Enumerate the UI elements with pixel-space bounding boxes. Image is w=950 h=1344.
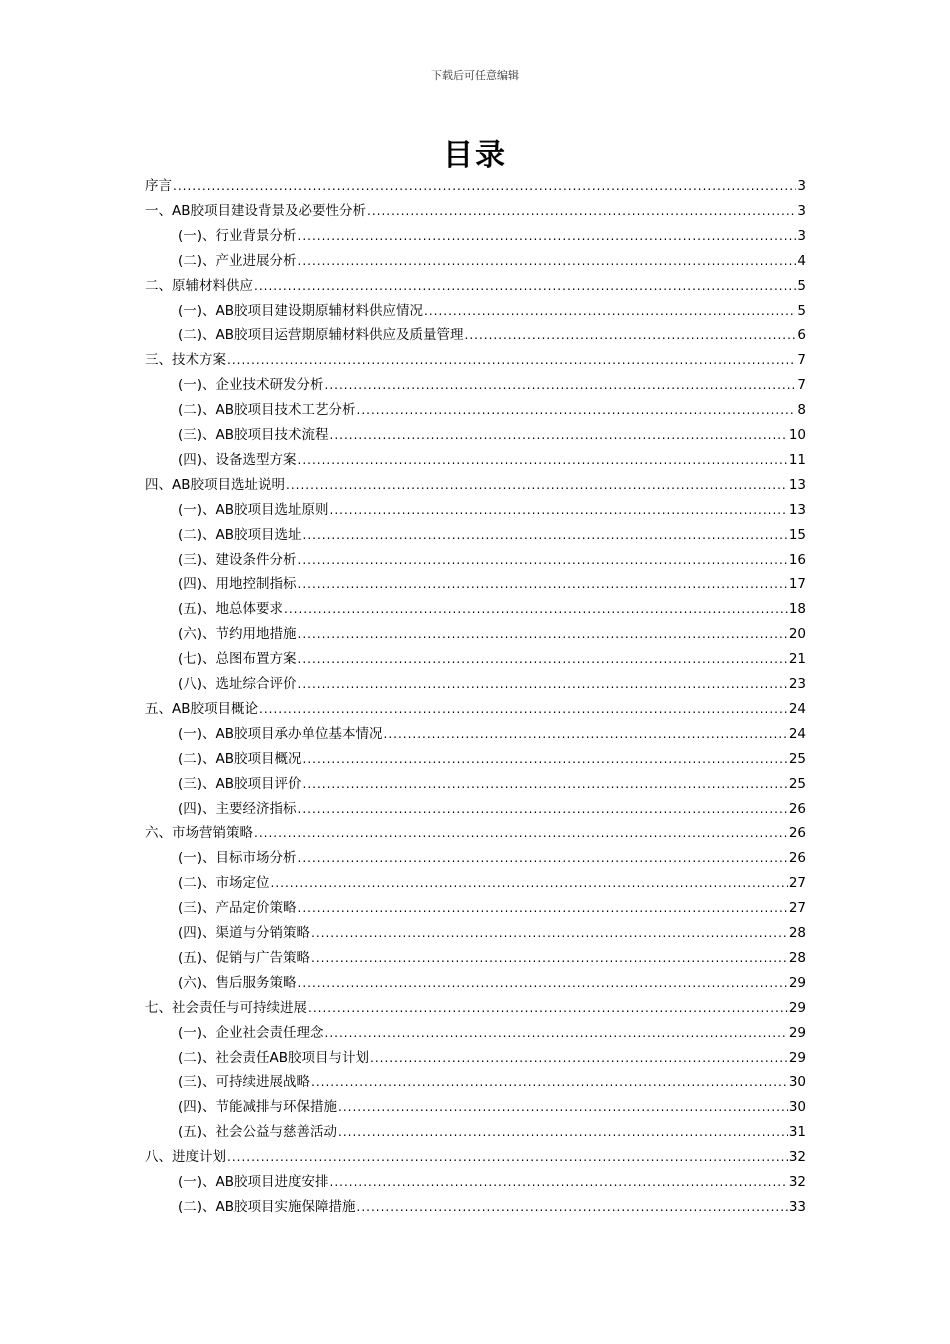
toc-leader-dots bbox=[384, 723, 788, 745]
toc-entry-title: 一、AB胶项目建设背景及必要性分析 bbox=[145, 202, 366, 219]
toc-entry-section[interactable] bbox=[178, 1071, 806, 1093]
toc-leader-dots bbox=[370, 1047, 788, 1069]
toc-entry-title: (六)、售后服务策略 bbox=[178, 974, 297, 991]
toc-entry-section[interactable] bbox=[178, 623, 806, 645]
toc-page-number: 28 bbox=[788, 949, 806, 966]
toc-page-number: 25 bbox=[788, 750, 806, 767]
header-note: 下载后可任意编辑 bbox=[431, 69, 519, 82]
toc-leader-dots bbox=[298, 972, 788, 994]
toc-entry-section[interactable] bbox=[178, 947, 806, 969]
toc-page-number: 29 bbox=[788, 1049, 806, 1066]
toc-leader-dots bbox=[325, 374, 797, 396]
toc-leader-dots bbox=[298, 225, 797, 247]
toc-leader-dots bbox=[298, 623, 788, 645]
toc-entry-section[interactable] bbox=[178, 723, 806, 745]
toc-page-number: 4 bbox=[797, 252, 806, 269]
toc-leader-dots bbox=[357, 1196, 788, 1218]
toc-entry-section[interactable] bbox=[178, 324, 806, 346]
toc-entry-title: (八)、选址综合评价 bbox=[178, 676, 297, 692]
toc-leader-dots bbox=[298, 250, 797, 272]
toc-entry-title: 四、AB胶项目选址说明 bbox=[145, 476, 285, 493]
toc-page-number: 5 bbox=[797, 277, 806, 294]
toc-leader-dots bbox=[298, 573, 788, 595]
toc-entry-section[interactable] bbox=[178, 374, 806, 396]
toc-entry-section[interactable] bbox=[178, 798, 806, 820]
toc-entry-title: (一)、目标市场分析 bbox=[178, 850, 297, 867]
toc-leader-dots bbox=[298, 449, 788, 471]
toc-entry-title: (四)、节能减排与环保措施 bbox=[178, 1099, 338, 1116]
toc-leader-dots bbox=[298, 549, 788, 571]
toc-entry-chapter[interactable] bbox=[145, 275, 806, 297]
toc-entry-title: (二)、市场定位 bbox=[178, 875, 270, 892]
toc-entry-title: 五、AB胶项目概论 bbox=[145, 700, 258, 717]
toc-entry-section[interactable] bbox=[178, 399, 806, 421]
toc-page-number: 30 bbox=[788, 1074, 806, 1091]
toc-entry-section[interactable] bbox=[178, 648, 806, 670]
toc-leader-dots bbox=[303, 773, 788, 795]
toc-page-number: 30 bbox=[788, 1099, 806, 1116]
toc-entry-title: (一)、AB胶项目选址原则 bbox=[178, 501, 329, 518]
toc-entry-section[interactable] bbox=[178, 673, 806, 695]
toc-entry-title: (五)、促销与广告策略 bbox=[178, 949, 311, 966]
toc-entry-section[interactable] bbox=[178, 524, 806, 546]
toc-entry-title: (一)、AB胶项目承办单位基本情况 bbox=[178, 725, 383, 742]
toc-leader-dots bbox=[308, 997, 788, 1019]
toc-page-number: 3 bbox=[797, 202, 806, 219]
toc-page-number: 26 bbox=[788, 825, 806, 842]
toc-leader-dots bbox=[284, 598, 788, 620]
toc-entry-title: (一)、AB胶项目建设期原辅材料供应情况 bbox=[178, 302, 424, 319]
toc-entry-title: (二)、AB胶项目实施保障措施 bbox=[178, 1198, 356, 1215]
toc-entry-chapter[interactable] bbox=[145, 175, 806, 197]
toc-page-number: 10 bbox=[788, 427, 806, 443]
toc-entry-title: (四)、主要经济指标 bbox=[178, 800, 297, 817]
toc-leader-dots bbox=[259, 698, 788, 720]
toc-entry-section[interactable] bbox=[178, 549, 806, 571]
toc-entry-section[interactable] bbox=[178, 449, 806, 471]
toc-leader-dots bbox=[311, 922, 788, 944]
toc-entry-section[interactable] bbox=[178, 424, 806, 446]
toc-page-number: 6 bbox=[797, 327, 806, 344]
toc-entry-title: (四)、用地控制指标 bbox=[178, 576, 297, 593]
toc-entry-title: (一)、企业技术研发分析 bbox=[178, 377, 324, 394]
toc-entry-title: (三)、产品定价策略 bbox=[178, 900, 297, 917]
toc-page-number: 7 bbox=[797, 377, 806, 394]
toc-entry-section[interactable] bbox=[178, 225, 806, 247]
toc-page-number: 13 bbox=[788, 501, 806, 518]
toc-entry-title: 序言 bbox=[145, 178, 172, 194]
toc-page-number: 8 bbox=[797, 402, 806, 419]
toc-page-number: 24 bbox=[788, 700, 806, 717]
toc-page-number: 27 bbox=[788, 875, 806, 892]
toc-leader-dots bbox=[286, 474, 788, 496]
toc-page-number: 17 bbox=[788, 576, 806, 593]
toc-entry-section[interactable] bbox=[178, 897, 806, 919]
toc-entry-title: (七)、总图布置方案 bbox=[178, 651, 297, 668]
toc-leader-dots bbox=[357, 399, 797, 421]
toc-leader-dots bbox=[254, 275, 796, 297]
toc-entry-title: (二)、AB胶项目技术工艺分析 bbox=[178, 402, 356, 419]
toc-entry-title: (二)、AB胶项目选址 bbox=[178, 526, 302, 543]
toc-leader-dots bbox=[325, 1022, 788, 1044]
toc-entry-section[interactable] bbox=[178, 1121, 806, 1143]
toc-leader-dots bbox=[311, 1071, 788, 1093]
toc-page-number: 28 bbox=[788, 925, 806, 941]
toc-page-number: 3 bbox=[797, 227, 806, 244]
toc-entry-title: (一)、AB胶项目进度安排 bbox=[178, 1174, 329, 1190]
toc-leader-dots bbox=[338, 1121, 788, 1143]
toc-page-number: 18 bbox=[788, 601, 806, 618]
toc-leader-dots bbox=[298, 798, 788, 820]
toc-entry-section[interactable] bbox=[178, 922, 806, 944]
toc-leader-dots bbox=[298, 673, 788, 695]
toc-entry-chapter[interactable] bbox=[145, 1146, 806, 1168]
toc-entry-chapter[interactable] bbox=[145, 474, 806, 496]
toc-page-number: 3 bbox=[797, 178, 806, 194]
toc-leader-dots bbox=[298, 847, 788, 869]
toc-entry-title: (一)、企业社会责任理念 bbox=[178, 1024, 324, 1041]
toc-entry-title: (二)、AB胶项目概况 bbox=[178, 750, 302, 767]
toc-leader-dots bbox=[367, 200, 796, 222]
toc-entry-section[interactable] bbox=[178, 300, 806, 322]
toc-leader-dots bbox=[173, 175, 796, 197]
toc-page-number: 29 bbox=[788, 999, 806, 1016]
toc-leader-dots bbox=[303, 748, 788, 770]
toc-entry-section[interactable] bbox=[178, 773, 806, 795]
toc-entry-title: (二)、产业进展分析 bbox=[178, 252, 297, 269]
toc-leader-dots bbox=[424, 300, 796, 322]
toc-leader-dots bbox=[298, 648, 788, 670]
toc-entry-section[interactable] bbox=[178, 1096, 806, 1118]
toc-entry-title: (六)、节约用地措施 bbox=[178, 626, 297, 643]
toc-entry-chapter[interactable] bbox=[145, 822, 806, 844]
toc-leader-dots bbox=[311, 947, 788, 969]
toc-entry-section[interactable] bbox=[178, 872, 806, 894]
toc-page-number: 20 bbox=[788, 626, 806, 643]
toc-entry-title: (一)、行业背景分析 bbox=[178, 227, 297, 244]
toc-entry-section[interactable] bbox=[178, 573, 806, 595]
toc-entry-title: (三)、建设条件分析 bbox=[178, 551, 297, 568]
toc-entry-title: 八、进度计划 bbox=[145, 1149, 226, 1166]
toc-leader-dots bbox=[254, 822, 788, 844]
toc-entry-section[interactable] bbox=[178, 1196, 806, 1218]
toc-page-number: 29 bbox=[788, 974, 806, 991]
toc-entry-title: (五)、地总体要求 bbox=[178, 601, 284, 618]
toc-entry-section[interactable] bbox=[178, 1047, 806, 1069]
toc-entry-title: (三)、AB胶项目评价 bbox=[178, 775, 302, 792]
toc-entry-section[interactable] bbox=[178, 972, 806, 994]
toc-page-number: 5 bbox=[797, 302, 806, 319]
toc-entry-title: (五)、社会公益与慈善活动 bbox=[178, 1124, 338, 1141]
toc-leader-dots bbox=[227, 349, 796, 371]
toc-page-number: 25 bbox=[788, 775, 806, 792]
toc-page-number: 32 bbox=[788, 1149, 806, 1166]
toc-leader-dots bbox=[227, 1146, 788, 1168]
toc-entry-title: (三)、AB胶项目技术流程 bbox=[178, 427, 329, 443]
toc-page-number: 26 bbox=[788, 800, 806, 817]
toc-entry-section[interactable] bbox=[178, 748, 806, 770]
toc-entry-chapter[interactable] bbox=[145, 349, 806, 371]
toc-page-number: 29 bbox=[788, 1024, 806, 1041]
toc-page-number: 31 bbox=[788, 1124, 806, 1141]
toc-leader-dots bbox=[330, 499, 788, 521]
toc-entry-section[interactable] bbox=[178, 1022, 806, 1044]
toc-page-number: 24 bbox=[788, 725, 806, 742]
toc-page-number: 15 bbox=[788, 526, 806, 543]
toc-leader-dots bbox=[330, 1171, 788, 1193]
toc-page-number: 7 bbox=[797, 352, 806, 369]
toc-entry-section[interactable] bbox=[178, 598, 806, 620]
toc-leader-dots bbox=[338, 1096, 788, 1118]
toc-entry-title: 六、市场营销策略 bbox=[145, 825, 253, 842]
toc-title: 目录 bbox=[443, 138, 507, 173]
toc-entry-section[interactable] bbox=[178, 250, 806, 272]
toc-page-number: 16 bbox=[788, 551, 806, 568]
toc-page-number: 27 bbox=[788, 900, 806, 917]
toc-page-number: 21 bbox=[788, 651, 806, 668]
toc-leader-dots bbox=[271, 872, 788, 894]
toc-entry-title: 七、社会责任与可持续进展 bbox=[145, 999, 307, 1016]
toc-entry-title: (二)、社会责任AB胶项目与计划 bbox=[178, 1049, 370, 1066]
toc-entry-chapter[interactable] bbox=[145, 997, 806, 1019]
toc-entry-chapter[interactable] bbox=[145, 698, 806, 720]
toc-entry-section[interactable] bbox=[178, 1171, 806, 1193]
toc-entry-title: (二)、AB胶项目运营期原辅材料供应及质量管理 bbox=[178, 327, 464, 344]
toc-leader-dots bbox=[330, 424, 788, 446]
toc-entry-title: (四)、渠道与分销策略 bbox=[178, 925, 311, 941]
toc-leader-dots bbox=[298, 897, 788, 919]
toc-page-number: 33 bbox=[788, 1198, 806, 1215]
toc-entry-section[interactable] bbox=[178, 847, 806, 869]
toc-page-number: 26 bbox=[788, 850, 806, 867]
toc-leader-dots bbox=[303, 524, 788, 546]
toc-entry-title: 三、技术方案 bbox=[145, 352, 226, 369]
toc-page-number: 13 bbox=[788, 476, 806, 493]
toc-entry-title: (四)、设备选型方案 bbox=[178, 451, 297, 468]
toc-entry-title: 二、原辅材料供应 bbox=[145, 277, 253, 294]
toc-page-number: 23 bbox=[788, 676, 806, 692]
toc-page-number: 11 bbox=[788, 451, 806, 468]
toc-page-number: 32 bbox=[788, 1174, 806, 1190]
toc-entry-chapter[interactable] bbox=[145, 200, 806, 222]
toc-leader-dots bbox=[465, 324, 797, 346]
toc-entry-title: (三)、可持续进展战略 bbox=[178, 1074, 311, 1091]
toc-entry-section[interactable] bbox=[178, 499, 806, 521]
